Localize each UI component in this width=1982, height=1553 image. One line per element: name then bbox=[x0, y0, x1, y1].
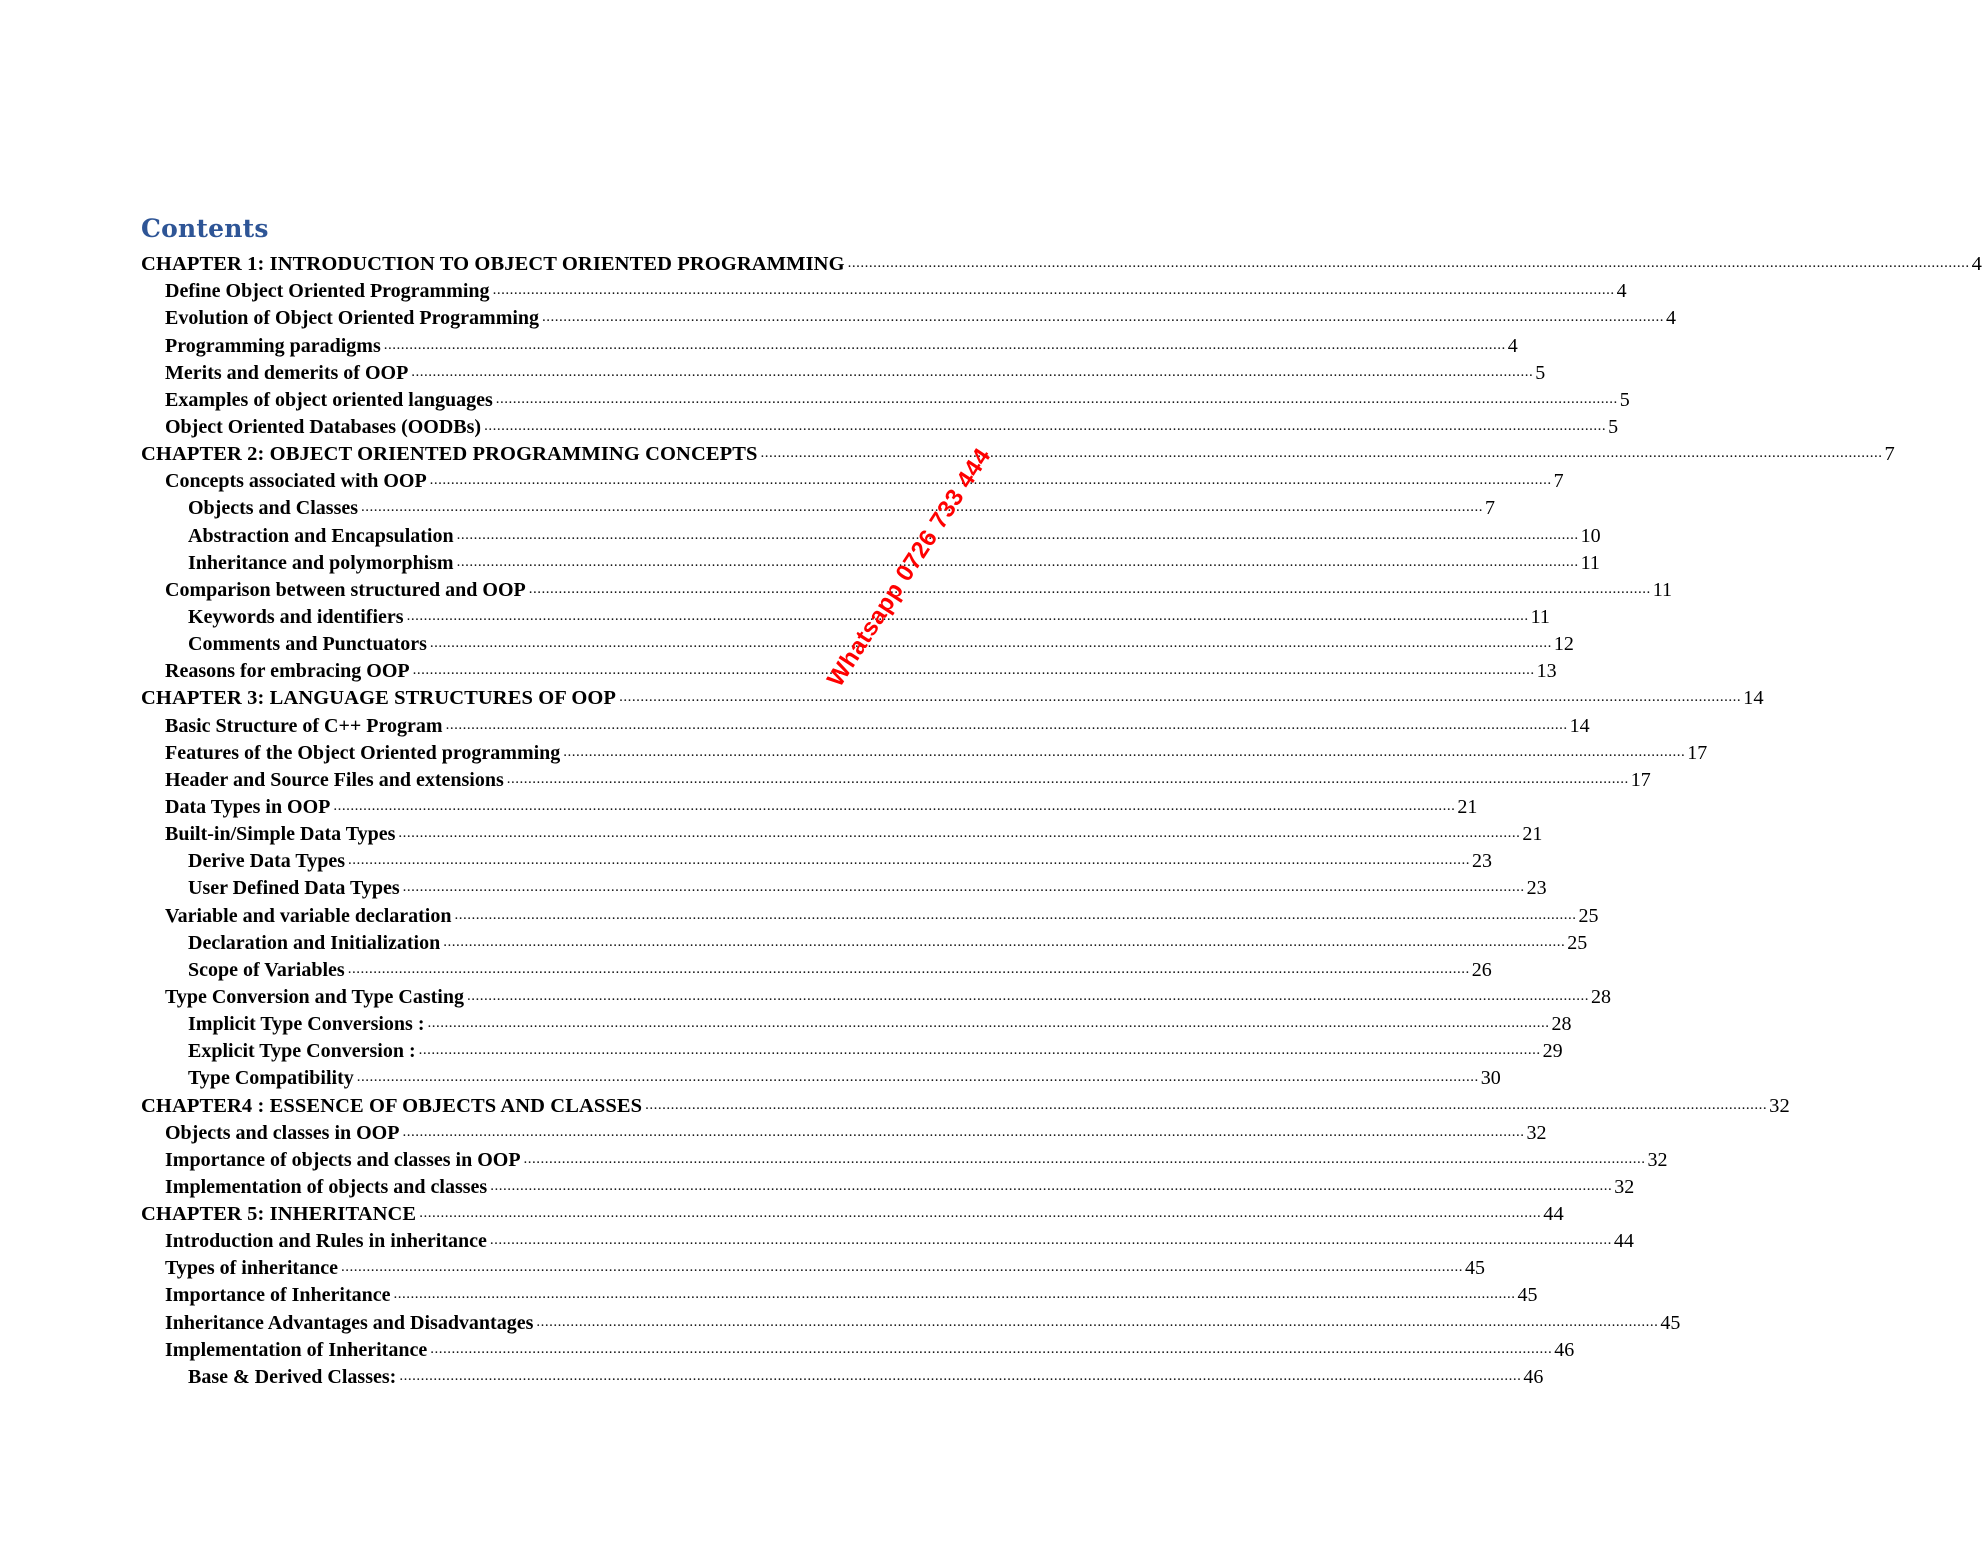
toc-entry[interactable] bbox=[141, 332, 1518, 359]
toc-entry[interactable] bbox=[141, 387, 1630, 414]
toc-entry-label: Merits and demerits of OOP bbox=[165, 361, 409, 384]
toc-entry-label: Implementation of Inheritance bbox=[165, 1338, 428, 1361]
dot-leader: ........................................................................................................................................................................................................................................................................ bbox=[333, 797, 1456, 814]
toc-entry[interactable] bbox=[141, 1011, 1572, 1038]
toc-entry-label: Built-in/Simple Data Types bbox=[165, 823, 396, 846]
toc-entry[interactable] bbox=[141, 712, 1590, 739]
toc-entry[interactable] bbox=[141, 821, 1543, 848]
toc-entry-page-number: 45 bbox=[1660, 1311, 1681, 1334]
toc-entry-label: Type Conversion and Type Casting bbox=[165, 985, 464, 1008]
toc-entry-label: Basic Structure of C++ Program bbox=[165, 714, 443, 737]
dot-leader: ........................................................................................................................................................................................................................................................................ bbox=[340, 1259, 1463, 1276]
table-of-contents bbox=[141, 251, 1982, 1391]
dot-leader: ........................................................................................................................................................................................................................................................................ bbox=[348, 852, 1471, 869]
toc-entry-label: Object Oriented Databases (OODBs) bbox=[165, 415, 482, 438]
toc-entry-page-number: 23 bbox=[1472, 850, 1493, 873]
toc-entry[interactable] bbox=[141, 1174, 1635, 1201]
dot-leader: ........................................................................................................................................................................................................................................................................ bbox=[484, 417, 1607, 434]
toc-entry[interactable] bbox=[141, 495, 1496, 522]
toc-entry[interactable] bbox=[141, 577, 1673, 604]
dot-leader: ........................................................................................................................................................................................................................................................................ bbox=[506, 770, 1629, 787]
dot-leader: ........................................................................................................................................................................................................................................................................ bbox=[760, 445, 1883, 462]
toc-entry-label: Comments and Punctuators bbox=[188, 633, 427, 656]
toc-entry-page-number: 32 bbox=[1614, 1175, 1635, 1198]
dot-leader: ........................................................................................................................................................................................................................................................................ bbox=[418, 1042, 1541, 1059]
dot-leader: ........................................................................................................................................................................................................................................................................ bbox=[456, 553, 1579, 570]
toc-entry-page-number: 4 bbox=[1971, 253, 1982, 276]
toc-entry-page-number: 45 bbox=[1517, 1284, 1538, 1307]
toc-entry[interactable] bbox=[141, 1201, 1564, 1228]
toc-entry[interactable] bbox=[141, 1228, 1634, 1255]
toc-entry-label: Features of the Object Oriented programming bbox=[165, 741, 561, 764]
toc-entry-page-number: 30 bbox=[1480, 1067, 1501, 1090]
toc-entry-page-number: 28 bbox=[1551, 1013, 1572, 1036]
toc-entry-page-number: 26 bbox=[1471, 958, 1492, 981]
toc-entry[interactable] bbox=[141, 278, 1627, 305]
toc-entry-label: Derive Data Types bbox=[188, 850, 346, 873]
dot-leader: ........................................................................................................................................................................................................................................................................ bbox=[645, 1096, 1768, 1113]
toc-entry-label: Types of inheritance bbox=[165, 1257, 338, 1280]
toc-entry-label: Implementation of objects and classes bbox=[165, 1175, 488, 1198]
toc-entry-label: CHAPTER 2: OBJECT ORIENTED PROGRAMMING CONCEPTS bbox=[141, 443, 758, 466]
toc-entry-page-number: 46 bbox=[1554, 1338, 1575, 1361]
dot-leader: ........................................................................................................................................................................................................................................................................ bbox=[847, 255, 1970, 272]
toc-entry-label: Comparison between structured and OOP bbox=[165, 578, 526, 601]
toc-entry[interactable] bbox=[141, 251, 1982, 278]
toc-entry[interactable] bbox=[141, 604, 1550, 631]
toc-entry-label: Objects and classes in OOP bbox=[165, 1121, 400, 1144]
toc-entry[interactable] bbox=[141, 441, 1895, 468]
dot-leader: ........................................................................................................................................................................................................................................................................ bbox=[619, 689, 1742, 706]
toc-entry-label: Define Object Oriented Programming bbox=[165, 280, 490, 303]
dot-leader: ........................................................................................................................................................................................................................................................................ bbox=[454, 906, 1577, 923]
toc-entry-page-number: 46 bbox=[1523, 1365, 1544, 1388]
dot-leader: ........................................................................................................................................................................................................................................................................ bbox=[412, 662, 1535, 679]
toc-entry[interactable] bbox=[141, 1147, 1668, 1174]
toc-entry[interactable] bbox=[141, 767, 1651, 794]
dot-leader: ........................................................................................................................................................................................................................................................................ bbox=[383, 336, 1506, 353]
dot-leader: ........................................................................................................................................................................................................................................................................ bbox=[490, 1177, 1613, 1194]
toc-entry[interactable] bbox=[141, 414, 1619, 441]
toc-entry-page-number: 7 bbox=[1884, 443, 1895, 466]
toc-entry-page-number: 32 bbox=[1526, 1121, 1547, 1144]
toc-entry-label: Reasons for embracing OOP bbox=[165, 660, 410, 683]
toc-entry-page-number: 25 bbox=[1578, 904, 1599, 927]
toc-entry-label: Data Types in OOP bbox=[165, 795, 331, 818]
dot-leader: ........................................................................................................................................................................................................................................................................ bbox=[411, 363, 1534, 380]
dot-leader: ........................................................................................................................................................................................................................................................................ bbox=[536, 1313, 1659, 1330]
dot-leader: ........................................................................................................................................................................................................................................................................ bbox=[445, 716, 1568, 733]
toc-entry-label: Importance of objects and classes in OOP bbox=[165, 1148, 521, 1171]
toc-entry-page-number: 17 bbox=[1687, 741, 1708, 764]
toc-entry-page-number: 4 bbox=[1616, 280, 1627, 303]
toc-entry-page-number: 5 bbox=[1619, 388, 1630, 411]
toc-entry-label: Inheritance Advantages and Disadvantages bbox=[165, 1311, 534, 1334]
toc-entry-label: CHAPTER 3: LANGUAGE STRUCTURES OF OOP bbox=[141, 687, 617, 710]
toc-entry[interactable] bbox=[141, 1120, 1547, 1147]
toc-entry[interactable] bbox=[141, 1337, 1575, 1364]
dot-leader: ........................................................................................................................................................................................................................................................................ bbox=[528, 580, 1651, 597]
toc-entry-page-number: 7 bbox=[1485, 497, 1496, 520]
toc-entry-label: Evolution of Object Oriented Programming bbox=[165, 307, 540, 330]
toc-entry[interactable] bbox=[141, 984, 1611, 1011]
toc-entry[interactable] bbox=[141, 1038, 1563, 1065]
toc-entry-label: CHAPTER 5: INHERITANCE bbox=[141, 1203, 417, 1226]
dot-leader: ........................................................................................................................................................................................................................................................................ bbox=[402, 1123, 1525, 1140]
dot-leader: ........................................................................................................................................................................................................................................................................ bbox=[402, 879, 1525, 896]
toc-entry-label: Programming paradigms bbox=[165, 334, 381, 357]
dot-leader: ........................................................................................................................................................................................................................................................................ bbox=[398, 825, 1521, 842]
toc-entry[interactable] bbox=[141, 1092, 1790, 1119]
toc-entry-page-number: 5 bbox=[1608, 415, 1619, 438]
toc-entry-page-number: 5 bbox=[1535, 361, 1546, 384]
toc-entry-label: Importance of Inheritance bbox=[165, 1284, 391, 1307]
toc-entry[interactable] bbox=[141, 1364, 1544, 1391]
dot-leader: ........................................................................................................................................................................................................................................................................ bbox=[347, 960, 1470, 977]
toc-entry-page-number: 11 bbox=[1652, 578, 1673, 601]
toc-entry-label: Objects and Classes bbox=[188, 497, 359, 520]
dot-leader: ........................................................................................................................................................................................................................................................................ bbox=[542, 309, 1665, 326]
toc-entry[interactable] bbox=[141, 685, 1764, 712]
toc-entry[interactable] bbox=[141, 1282, 1538, 1309]
dot-leader: ........................................................................................................................................................................................................................................................................ bbox=[356, 1069, 1479, 1086]
toc-entry[interactable] bbox=[141, 1255, 1485, 1282]
toc-entry[interactable] bbox=[141, 1309, 1681, 1336]
toc-entry-page-number: 32 bbox=[1647, 1148, 1668, 1171]
toc-entry[interactable] bbox=[141, 957, 1492, 984]
toc-entry-page-number: 13 bbox=[1536, 660, 1557, 683]
toc-entry-page-number: 23 bbox=[1526, 877, 1547, 900]
toc-entry-page-number: 14 bbox=[1569, 714, 1590, 737]
toc-entry-label: Header and Source Files and extensions bbox=[165, 768, 504, 791]
dot-leader: ........................................................................................................................................................................................................................................................................ bbox=[419, 1205, 1542, 1222]
dot-leader: ........................................................................................................................................................................................................................................................................ bbox=[456, 526, 1579, 543]
toc-entry-label: Inheritance and polymorphism bbox=[188, 551, 454, 574]
toc-entry-label: Scope of Variables bbox=[188, 958, 345, 981]
dot-leader: ........................................................................................................................................................................................................................................................................ bbox=[563, 743, 1686, 760]
toc-entry-page-number: 21 bbox=[1457, 795, 1478, 818]
toc-entry-label: Base & Derived Classes: bbox=[188, 1365, 397, 1388]
toc-entry[interactable] bbox=[141, 468, 1564, 495]
toc-entry-page-number: 28 bbox=[1590, 985, 1611, 1008]
toc-entry-page-number: 21 bbox=[1522, 823, 1543, 846]
toc-entry-page-number: 4 bbox=[1507, 334, 1518, 357]
toc-entry-label: Type Compatibility bbox=[188, 1067, 354, 1090]
toc-entry-page-number: 12 bbox=[1553, 633, 1574, 656]
contents-heading: Contents bbox=[141, 214, 269, 243]
toc-entry-page-number: 14 bbox=[1743, 687, 1764, 710]
toc-entry-page-number: 32 bbox=[1769, 1094, 1790, 1117]
dot-leader: ........................................................................................................................................................................................................................................................................ bbox=[443, 933, 1566, 950]
dot-leader: ........................................................................................................................................................................................................................................................................ bbox=[495, 390, 1618, 407]
toc-entry[interactable] bbox=[141, 658, 1557, 685]
toc-entry-page-number: 10 bbox=[1580, 524, 1601, 547]
toc-entry-label: Explicit Type Conversion : bbox=[188, 1040, 416, 1063]
toc-entry-label: Keywords and identifiers bbox=[188, 605, 404, 628]
dot-leader: ........................................................................................................................................................................................................................................................................ bbox=[523, 1150, 1646, 1167]
toc-entry-page-number: 45 bbox=[1464, 1257, 1485, 1280]
dot-leader: ........................................................................................................................................................................................................................................................................ bbox=[429, 635, 1552, 652]
toc-entry-page-number: 25 bbox=[1567, 931, 1588, 954]
toc-entry-label: Concepts associated with OOP bbox=[165, 470, 427, 493]
dot-leader: ........................................................................................................................................................................................................................................................................ bbox=[429, 472, 1552, 489]
toc-entry-page-number: 11 bbox=[1530, 605, 1550, 628]
toc-entry[interactable] bbox=[141, 631, 1574, 658]
toc-entry[interactable] bbox=[141, 740, 1708, 767]
watermark: Whatsapp 0726 733 444 bbox=[822, 443, 997, 692]
toc-entry[interactable] bbox=[141, 848, 1493, 875]
toc-entry[interactable] bbox=[141, 1065, 1501, 1092]
dot-leader: ........................................................................................................................................................................................................................................................................ bbox=[399, 1367, 1522, 1384]
dot-leader: ........................................................................................................................................................................................................................................................................ bbox=[489, 1232, 1612, 1249]
dot-leader: ........................................................................................................................................................................................................................................................................ bbox=[466, 987, 1589, 1004]
dot-leader: ........................................................................................................................................................................................................................................................................ bbox=[430, 1340, 1553, 1357]
toc-entry-page-number: 44 bbox=[1543, 1203, 1564, 1226]
toc-entry-label: Implicit Type Conversions : bbox=[188, 1013, 425, 1036]
toc-entry-label: Examples of object oriented languages bbox=[165, 388, 493, 411]
toc-entry-page-number: 29 bbox=[1542, 1040, 1563, 1063]
toc-entry[interactable] bbox=[141, 360, 1546, 387]
dot-leader: ........................................................................................................................................................................................................................................................................ bbox=[492, 282, 1615, 299]
toc-entry-page-number: 17 bbox=[1630, 768, 1651, 791]
dot-leader: ........................................................................................................................................................................................................................................................................ bbox=[393, 1286, 1516, 1303]
toc-entry-label: User Defined Data Types bbox=[188, 877, 400, 900]
toc-entry-label: Introduction and Rules in inheritance bbox=[165, 1230, 487, 1253]
toc-entry-label: CHAPTER 1: INTRODUCTION TO OBJECT ORIENTED PROGRAMMING bbox=[141, 253, 845, 276]
dot-leader: ........................................................................................................................................................................................................................................................................ bbox=[406, 607, 1529, 624]
toc-entry-label: CHAPTER4 : ESSENCE OF OBJECTS AND CLASSES bbox=[141, 1094, 643, 1117]
toc-entry-label: Variable and variable declaration bbox=[165, 904, 452, 927]
toc-entry-page-number: 44 bbox=[1613, 1230, 1634, 1253]
toc-entry[interactable] bbox=[141, 902, 1599, 929]
toc-entry[interactable] bbox=[141, 794, 1478, 821]
toc-entry-page-number: 4 bbox=[1666, 307, 1677, 330]
toc-entry[interactable] bbox=[141, 305, 1677, 332]
toc-entry-label: Abstraction and Encapsulation bbox=[188, 524, 454, 547]
dot-leader: ........................................................................................................................................................................................................................................................................ bbox=[427, 1015, 1550, 1032]
toc-entry-label: Declaration and Initialization bbox=[188, 931, 441, 954]
toc-entry[interactable] bbox=[141, 930, 1588, 957]
dot-leader: ........................................................................................................................................................................................................................................................................ bbox=[361, 499, 1484, 516]
toc-entry[interactable] bbox=[141, 875, 1547, 902]
toc-entry-page-number: 7 bbox=[1553, 470, 1564, 493]
toc-entry-page-number: 11 bbox=[1580, 551, 1600, 574]
